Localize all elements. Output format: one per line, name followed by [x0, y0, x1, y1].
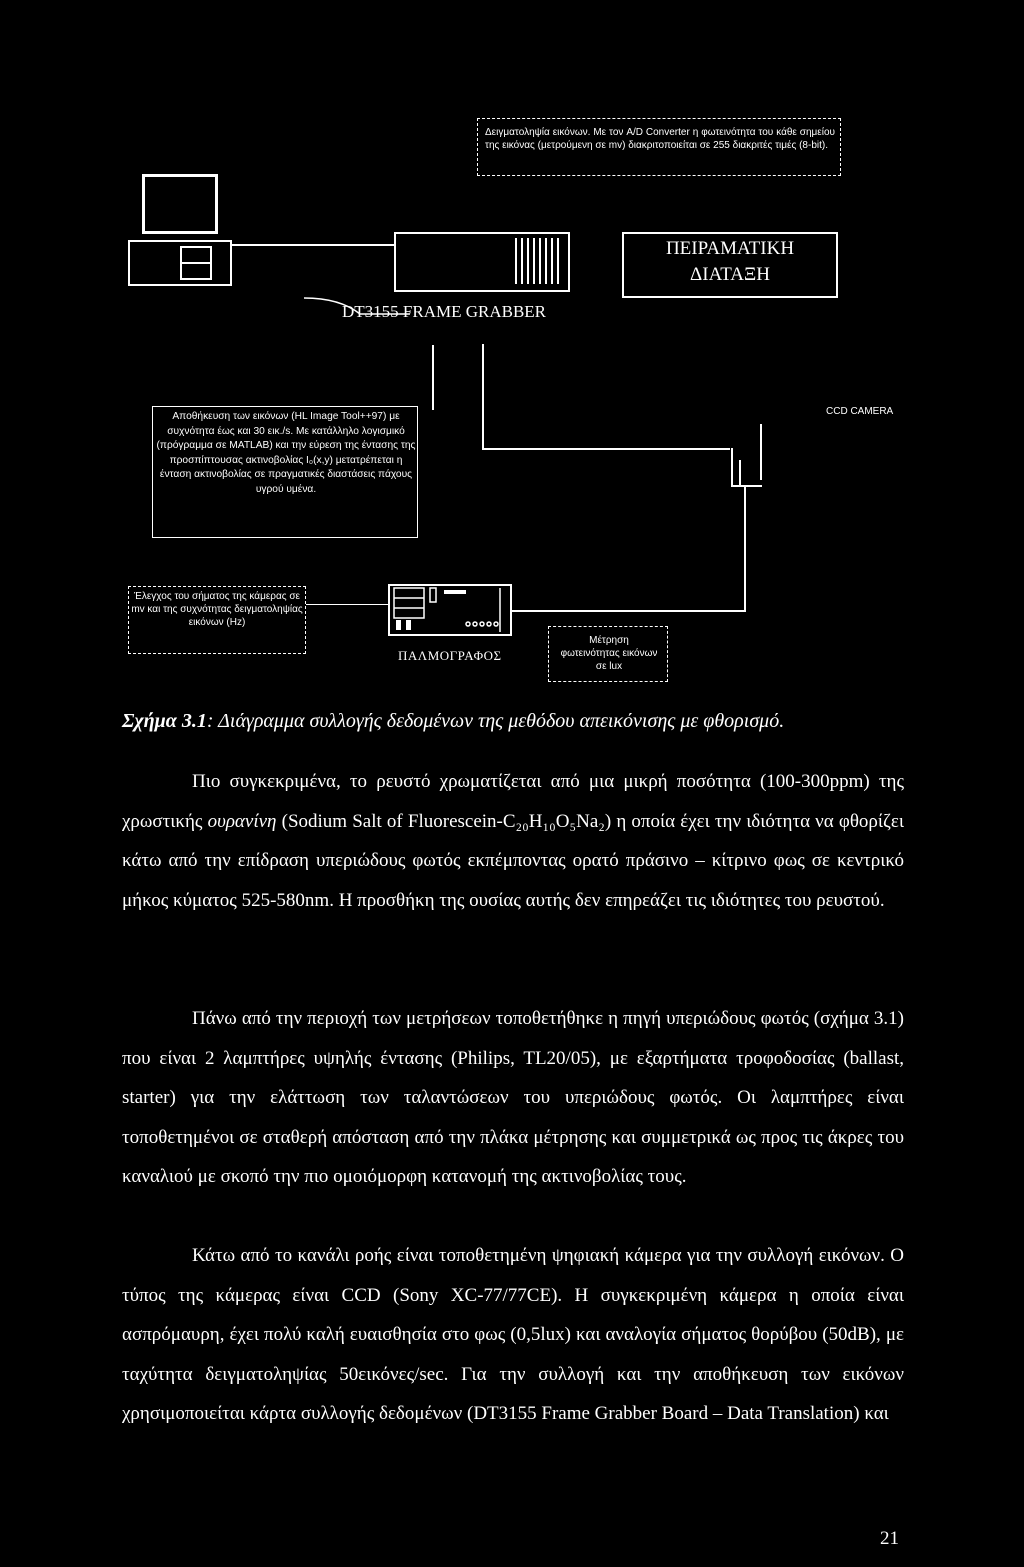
frame-grabber-connector-icon [510, 236, 564, 288]
frame-grabber-label: DT3155 FRAME GRABBER [342, 302, 547, 321]
page-number: 21 [880, 1528, 899, 1549]
paragraph-1: Πιο συγκεκριμένα, το ρευστό χρωματίζεται από μια μικρή ποσότητα (100-300ppm) της χρωστικής ουρανίνη (Sodium Salt of Fluorescein-C₂₀H₁₀O₅Na₂) η οποία έχει την ιδιότητα να φθορίζει κάτω από την επίδραση υπεριώδους φωτός εκπέμποντας ορατό πράσινο – κίτρινο φως σε κεντρικό μήκος κύματος 525-580nm. Η προσθήκη της ουσίας αυτής δεν επηρεάζει τις ιδιότητες του ρευστού. [122, 771, 904, 911]
ccd-camera-icon [726, 440, 772, 496]
paragraph-2: Πάνω από την περιοχή των μετρήσεων τοποθετήθηκε η πηγή υπεριώδους φωτός (σχήμα 3.1) που είναι 2 λαμπτήρες υψηλής έντασης (Philips, TL20/05), με εξαρτήματα τροφοδοσίας (ballast, starter) για την ελάττωση των ταλαντώσεων του υπεριώδους φωτός. Οι λαμπτήρες είναι τοποθετημένοι σε σταθερή απόσταση από την πλάκα μέτρησης και συμμετρικά ως προς τις άκρες του καναλιού με σκοπό την πιο ομοιόμορφη κατανομή της ακτινοβολίας τους. [122, 1008, 904, 1187]
oscilloscope-panel-icon [392, 586, 508, 634]
monitor-icon [142, 174, 218, 234]
figure-caption-text: : Διάγραμμα συλλογής δεδομένων της μεθόδου απεικόνισης με φθορισμό. [206, 710, 785, 732]
setup-title-line2: ΔΙΑΤΑΞΗ [690, 264, 770, 285]
lux-note-text: Μέτρηση φωτεινότητας εικόνων σε lux [560, 635, 658, 672]
figure-caption [122, 710, 784, 733]
storage-note-text: Αποθήκευση των εικόνων (HL Image Tool++97) με συχνότητα έως και 30 εικ./s. Με κατάλληλο λογισμικό (πρόγραμμα σε MATLAB) και την εύρεση της έντασης της προσπίπτουσας ακτινοβολίας I₀(x,y) μετατρέπεται η ένταση ακτινοβολίας σε πραγματικές διαστάσεις πάχους υγρού υμένα. [156, 411, 416, 495]
control-note-text: Έλεγχος του σήματος της κάμερας σε mv και της συχνότητας δειγματοληψίας εικόνων (Hz) [131, 591, 303, 628]
oscilloscope-label: ΠΑΛΜΟΓΡΑΦΟΣ [398, 648, 502, 663]
paragraph-3: Κάτω από το κανάλι ροής είναι τοποθετημένη ψηφιακή κάμερα για την συλλογή εικόνων. Ο τύπος της κάμερας είναι CCD (Sony XC-77/77CE). Η συγκεκριμένη κάμερα η οποία είναι ασπρόμαυρη, έχει πολύ καλή ευαισθησία στο φως (0,5lux) και αναλογία σήματος θορύβου (50dB), με ταχύτητα δειγματοληψίας 50εικόνες/sec. Για την συλλογή και την αποθήκευση των εικόνων χρησιμοποιείται κάρτα συλλογής δεδομένων (DT3155 Frame Grabber Board – Data Translation) και [122, 1245, 904, 1424]
figure-caption-label: Σχήμα 3.1 [122, 710, 207, 732]
ccd-camera-label: CCD CAMERA [826, 406, 894, 417]
setup-title-line1: ΠΕΙΡΑΜΑΤΙΚΗ [665, 238, 795, 259]
sampling-note-text: Δειγματοληψία εικόνων. Με τον A/D Converter η φωτεινότητα του κάθε σημείου της εικόνας (μετρούμενη σε mv) διακριτοποιείται σε 255 διακριτές τιμές (8-bit). [485, 127, 835, 151]
